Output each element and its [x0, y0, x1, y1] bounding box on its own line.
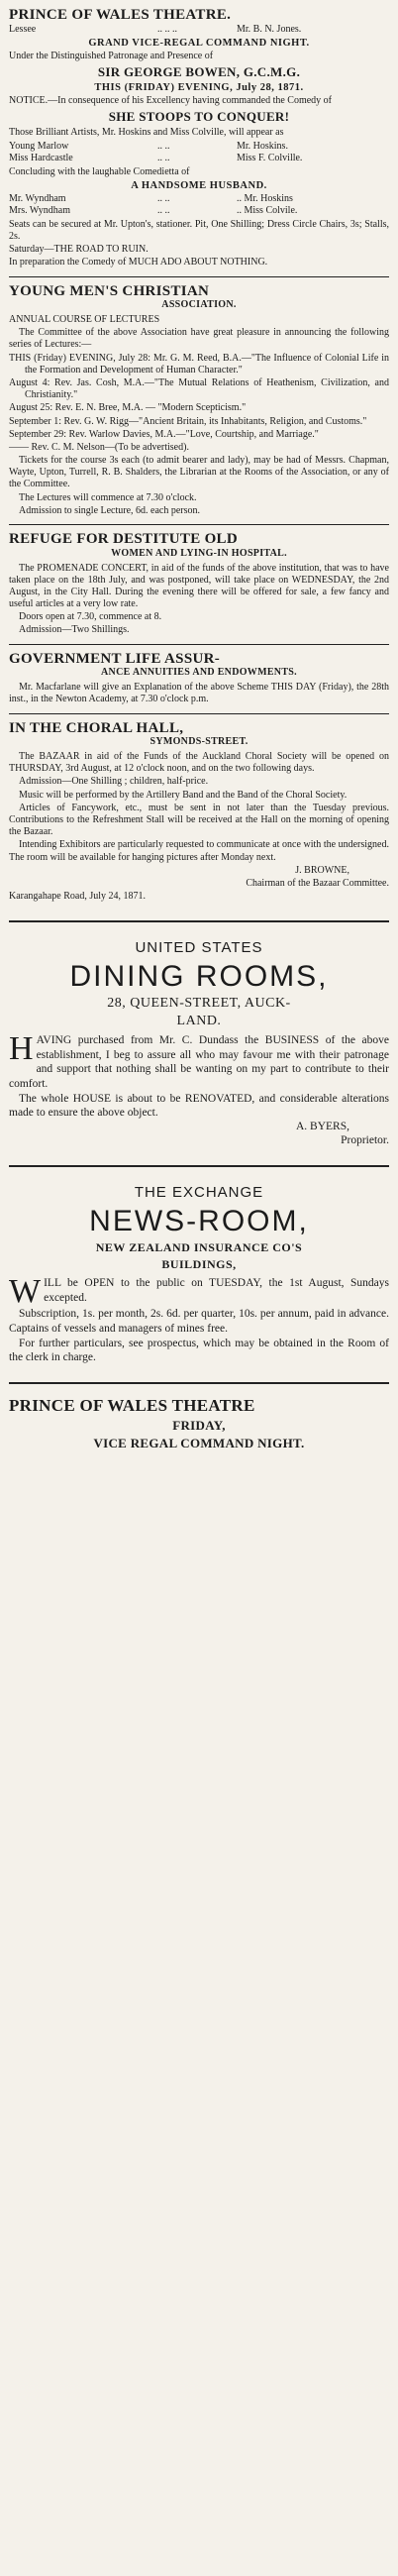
admission-text: Admission—One Shilling ; children, half-price. [19, 776, 209, 788]
ad-subtitle: WOMEN AND LYING-IN HOSPITAL. [111, 547, 287, 559]
particulars-text: For further particulars, see prospectus, which may be obtained in the Room of the clerk in charge. [9, 1337, 389, 1364]
tickets-text: Tickets for the course 3s each (to admit bearer and lady), may be had of Messrs. Chapman, Wayte, Upton, Turrell, R. B. Shalders, the Librarian at the Rooms of the Association, or any of the Committee. [9, 455, 389, 490]
drop-cap: W [9, 1273, 42, 1311]
cast-list-2 [9, 193, 389, 218]
divider [9, 920, 389, 922]
friday-line: FRIDAY, [172, 1417, 226, 1433]
news-room-advertisement [9, 1177, 389, 1368]
ad-title: IN THE CHORAL HALL, [9, 719, 184, 736]
command-night: GRAND VICE-REGAL COMMAND NIGHT. [88, 38, 310, 49]
music-text: Music will be performed by the Artillery Band and the Band of the Choral Society. [19, 789, 348, 801]
divider [9, 713, 389, 714]
theatre-advertisement [9, 4, 389, 273]
lecture-item: September 29: Rev. Warlow Davies, M.A.—"Love, Courtship, and Marriage." [9, 428, 319, 440]
lessee-name: Mr. B. N. Jones. [237, 23, 302, 35]
ymca-advertisement [9, 280, 389, 522]
ad-subtitle: ASSOCIATION. [161, 299, 237, 310]
dining-rooms-advertisement [9, 932, 389, 1151]
cast-actor: Miss F. Colville. [237, 153, 303, 164]
ad-title: YOUNG MEN'S CHRISTIAN [9, 282, 210, 299]
lecture-item: September 1: Rev. G. W. Rigg—"Ancient Britain, its Inhabitants, Religion, and Customs." [9, 415, 367, 427]
intro-text: The Committee of the above Association have great pleasure in announcing the following series of Lectures:— [9, 327, 389, 351]
life-assurance-advertisement [9, 648, 389, 710]
subscription-text: Subscription, 1s. per month, 2s. 6d. per quarter, 10s. per annum, paid in advance. Captains of vessels and managers of mines free. [9, 1308, 389, 1335]
ad-title: PRINCE OF WALES THEATRE. [9, 7, 232, 23]
renovation-text: The whole HOUSE is about to be RENOVATED, and considerable alterations made to ensure the above object. [9, 1092, 389, 1120]
bazaar-advertisement [9, 717, 389, 907]
address-line: 28, QUEEN-STREET, AUCK- [107, 995, 291, 1011]
lecture-list [9, 353, 389, 455]
lecture-item: August 25: Rev. E. N. Bree, M.A. — "Modern Scepticism." [9, 402, 247, 414]
cast-dots: .. .. [157, 140, 170, 152]
admission-text: Admission to single Lecture, 6d. each person. [19, 504, 201, 516]
signature: J. BROWNE, [295, 864, 349, 876]
saturday-text: Saturday—THE ROAD TO RUIN. [9, 244, 149, 256]
divider [9, 276, 389, 277]
cast-role: Mr. Wyndham [9, 192, 66, 204]
preparation-text: In preparation the Comedy of MUCH ADO ABOUT NOTHING. [9, 257, 268, 268]
patronage-line: Under the Distinguished Patronage and Presence of [9, 51, 214, 61]
cast-row [9, 193, 389, 206]
ad-title-large: DINING ROOMS, [69, 959, 329, 993]
articles-text: Articles of Fancywork, etc., must be sent in not later than the Tuesday previous. Contributions to the Refreshment Stall will be received at the Hall on the morning of opening the Bazaar. [9, 802, 389, 838]
dot-leader: .. .. .. [157, 23, 177, 35]
artists-text: Those Brilliant Artists, Mr. Hoskins and Miss Colville, will appear as [9, 127, 284, 139]
ad-title: PRINCE OF WALES THEATRE [9, 1395, 255, 1415]
address-line-2: LAND. [176, 1013, 222, 1028]
signature: A. BYERS, [296, 1121, 349, 1133]
lessee-row [9, 24, 389, 37]
divider [9, 1165, 389, 1167]
explanation-text: Mr. Macfarlane will give an Explanation of the above Scheme THIS DAY (Friday), the 28th inst., in the Newton Academy, at 7.30 o'clock p.m. [9, 682, 389, 705]
cast-dots: .. .. [157, 192, 170, 204]
ad-subtitle-2: BUILDINGS, [161, 1257, 237, 1272]
news-room-body [9, 1273, 389, 1311]
cast-actor: Mr. Hoskins. [237, 140, 288, 152]
cast-role: Young Marlow [9, 140, 69, 152]
dining-text: AVING purchased from Mr. C. Dundass the BUSINESS of the above establishment, I beg to assure all who may favour me with their patronage and support that nothing shall be wanting on my part to contribute to their comfort. [9, 1033, 389, 1091]
divider [9, 524, 389, 525]
cast-row [9, 205, 389, 218]
ad-title-large: NEWS-ROOM, [89, 1205, 309, 1238]
theatre-advertisement-2 [9, 1394, 389, 1456]
lecture-course-heading: ANNUAL COURSE OF LECTURES [9, 314, 160, 325]
exhibitors-text: Intending Exhibitors are particularly requested to communicate at once with the undersigned. The room will be available for hanging pictures after Monday next. [9, 839, 389, 863]
admission-text: Admission—Two Shillings. [19, 624, 130, 636]
ad-title: REFUGE FOR DESTITUTE OLD [9, 531, 238, 547]
signature-title: Proprietor. [341, 1134, 389, 1147]
newspaper-column [9, 0, 389, 1456]
date-line: THIS (FRIDAY) EVENING, July 28, 1871. [94, 82, 304, 94]
ad-title: GOVERNMENT LIFE ASSUR- [9, 650, 221, 667]
cast-actor: .. Miss Colvile. [237, 205, 298, 217]
signature-title: Chairman of the Bazaar Committee. [246, 877, 389, 889]
cast-role: Mrs. Wyndham [9, 205, 70, 217]
cast-role: Miss Hardcastle [9, 153, 73, 164]
lecture-item: August 4: Rev. Jas. Cosh, M.A.—"The Mutual Relations of Heathenism, Civilization, and Christianity." [9, 376, 389, 401]
refuge-advertisement [9, 528, 389, 641]
bazaar-text: The BAZAAR in aid of the Funds of the Auckland Choral Society will be opened on THURSDAY, 3rd August, at 12 o'clock noon, and on the two following days. [9, 751, 389, 775]
notice-text: NOTICE.—In consequence of his Excellency having commanded the Comedy of [9, 95, 333, 107]
cast-row [9, 141, 389, 154]
cast-list [9, 141, 389, 165]
ad-subtitle: NEW ZEALAND INSURANCE CO'S [95, 1240, 303, 1255]
cast-dots: .. .. [157, 205, 170, 217]
place-date: Karangahape Road, July 24, 1871. [9, 890, 147, 902]
time-text: The Lectures will commence at 7.30 o'clock. [19, 491, 197, 503]
concluding-text: Concluding with the laughable Comedietta of [9, 165, 190, 177]
cast-row [9, 153, 389, 165]
patron-name: SIR GEORGE BOWEN, G.C.M.G. [97, 64, 301, 80]
divider [9, 644, 389, 645]
drop-cap: H [9, 1029, 34, 1067]
seats-text: Seats can be secured at Mr. Upton's, stationer. Pit, One Shilling; Dress Circle Chairs, 3s; Stalls, 2s. [9, 218, 389, 242]
ad-subtitle: SYMONDS-STREET. [149, 736, 249, 747]
ad-title: THE EXCHANGE [134, 1184, 264, 1202]
command-night: VICE REGAL COMMAND NIGHT. [93, 1435, 305, 1450]
play-title: SHE STOOPS TO CONQUER! [108, 109, 290, 125]
comedietta-title: A HANDSOME HUSBAND. [131, 179, 267, 191]
dining-body [9, 1029, 389, 1092]
doors-text: Doors open at 7.30, commence at 8. [19, 611, 162, 623]
lecture-item: THIS (Friday) EVENING, July 28: Mr. G. M. Reed, B.A.—"The Influence of Colonial Life in the Formation and Development of Human Character." [9, 352, 389, 376]
lecture-item: —— Rev. C. M. Nelson—(To be advertised). [9, 441, 189, 453]
cast-actor: .. Mr. Hoskins [237, 192, 293, 204]
cast-dots: .. .. [157, 153, 170, 164]
concert-text: The PROMENADE CONCERT, in aid of the funds of the above institution, that was to have taken place on the 18th July, and was postponed, will take place on WEDNESDAY, the 2nd August, in the City Hall. During the evening there will be offered for sale, a few fancy and useful articles at a very low rate. [9, 562, 389, 610]
opening-text: ILL be OPEN to the public on TUESDAY, the 1st August, Sundays excepted. [44, 1277, 389, 1304]
divider [9, 1382, 389, 1384]
ad-subtitle: ANCE ANNUITIES AND ENDOWMENTS. [101, 667, 297, 679]
lessee-label: Lessee [9, 23, 37, 35]
ad-title: UNITED STATES [135, 938, 263, 956]
